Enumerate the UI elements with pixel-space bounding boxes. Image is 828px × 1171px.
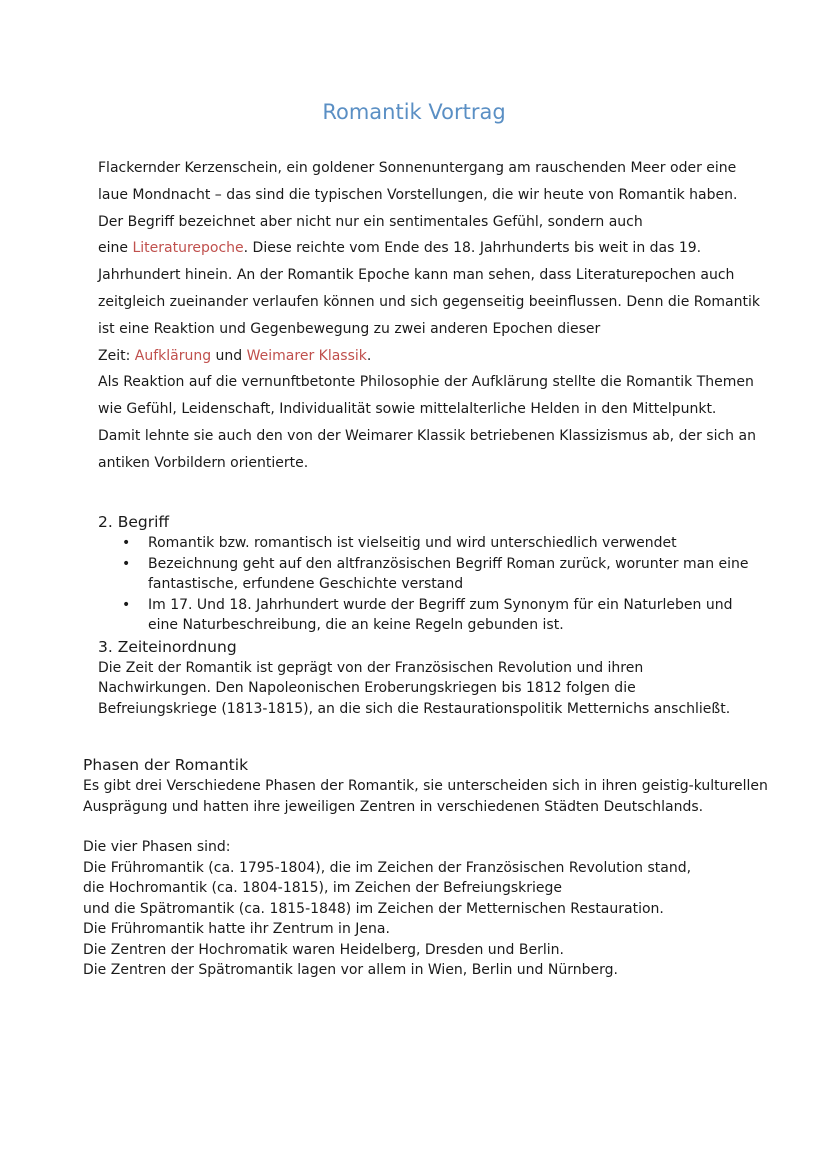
paragraph-gap — [83, 817, 783, 837]
phasen-line: Die Zentren der Spätromantik lagen vor allem in Wien, Berlin und Nürnberg. — [83, 962, 618, 978]
list-item-text: Bezeichnung geht auf den altfranzösischen Begriff Roman zurück, worunter man eine fantastische, erfundene Geschichte verstand — [148, 555, 749, 592]
phasen-intro: Es gibt drei Verschiedene Phasen der Romantik, sie unterscheiden sich in ihren geistig-kulturellen Ausprägung und hatten ihre jeweiligen Zentren in verschiedenen Städten Deutschlands. — [83, 778, 768, 815]
intro-line: laue Mondnacht – das sind die typischen Vorstellungen, die wir heute von Romantik haben. — [98, 186, 738, 203]
section-phasen — [83, 754, 783, 981]
bullet-icon: • — [122, 555, 131, 572]
bullet-icon: • — [122, 535, 131, 551]
intro-paragraph — [98, 155, 758, 477]
link-aufklaerung[interactable]: Aufklärung — [134, 347, 212, 364]
heading-phasen: Phasen der Romantik — [83, 756, 249, 774]
phasen-line: und die Spätromantik (ca. 1815-1848) im Zeichen der Metternischen Restauration. — [83, 900, 664, 917]
list-item-text: Romantik bzw. romantisch ist vielseitig und wird unterschiedlich verwendet — [148, 535, 677, 551]
intro-line: zeitgleich zueinander verlaufen können und sich gegenseitig beeinflussen. Denn die Romantik — [98, 293, 760, 310]
intro-line: ist eine Reaktion und Gegenbewegung zu zwei anderen Epochen dieser — [98, 320, 601, 337]
list-item — [98, 595, 758, 636]
bullet-icon: • — [122, 596, 131, 613]
page-title: Romantik Vortrag — [322, 100, 506, 124]
intro-line: Der Begriff bezeichnet aber nicht nur ein sentimentales Gefühl, sondern auch — [98, 213, 643, 230]
intro-text: Zeit: — [98, 347, 135, 364]
section-begriff — [98, 511, 758, 719]
intro-line: Flackernder Kerzenschein, ein goldener Sonnenuntergang am rauschenden Meer oder eine — [98, 160, 737, 176]
phasen-line: Die Frühromantik hatte ihr Zentrum in Jena. — [83, 921, 390, 937]
link-literaturepoche[interactable]: Literaturepoche — [132, 240, 244, 257]
phasen-line: Die vier Phasen sind: — [83, 839, 231, 855]
list-item-text: Im 17. Und 18. Jahrhundert wurde der Begriff zum Synonym für ein Naturleben und eine Naturbeschreibung, die an keine Regeln gebunden ist. — [148, 596, 733, 633]
intro-line: Damit lehnte sie auch den von der Weimarer Klassik betriebenen Klassizismus ab, der sich an — [98, 427, 756, 444]
intro-line: Jahrhundert hinein. An der Romantik Epoche kann man sehen, dass Literaturepochen auch — [98, 267, 735, 284]
list-item — [98, 554, 758, 595]
intro-text: eine — [98, 240, 133, 257]
intro-line — [98, 343, 758, 370]
phasen-line: die Hochromantik (ca. 1804-1815), im Zeichen der Befreiungskriege — [83, 880, 563, 896]
intro-text: und — [211, 347, 247, 364]
intro-text: . — [366, 347, 372, 364]
intro-text: . Diese reichte vom Ende des 18. Jahrhunderts bis weit in das 19. — [243, 240, 702, 257]
intro-line: Als Reaktion auf die vernunftbetonte Philosophie der Aufklärung stellte die Romantik Themen — [98, 374, 754, 391]
begriff-list — [98, 533, 758, 636]
zeiteinordnung-text: Die Zeit der Romantik ist geprägt von der Französischen Revolution und ihren Nachwirkungen. Den Napoleonischen Eroberungskriegen bis 1812 folgen die Befreiungskriege (1813-1815), an die sich die Restaurationspolitik Metternichs anschließt. — [98, 659, 731, 717]
intro-line — [98, 235, 758, 262]
phasen-line: Die Zentren der Hochromatik waren Heidelberg, Dresden und Berlin. — [83, 941, 564, 958]
heading-zeiteinordnung: 3. Zeiteinordnung — [98, 637, 237, 656]
intro-line: wie Gefühl, Leidenschaft, Individualität sowie mittelalterliche Helden in den Mittelpunkt. — [98, 401, 717, 418]
phasen-line: Die Frühromantik (ca. 1795-1804), die im Zeichen der Französischen Revolution stand, — [83, 859, 692, 876]
list-item — [98, 533, 758, 554]
heading-begriff: 2. Begriff — [98, 513, 170, 531]
intro-line: antiken Vorbildern orientierte. — [98, 454, 309, 471]
link-weimarer-klassik[interactable]: Weimarer Klassik — [246, 347, 367, 364]
